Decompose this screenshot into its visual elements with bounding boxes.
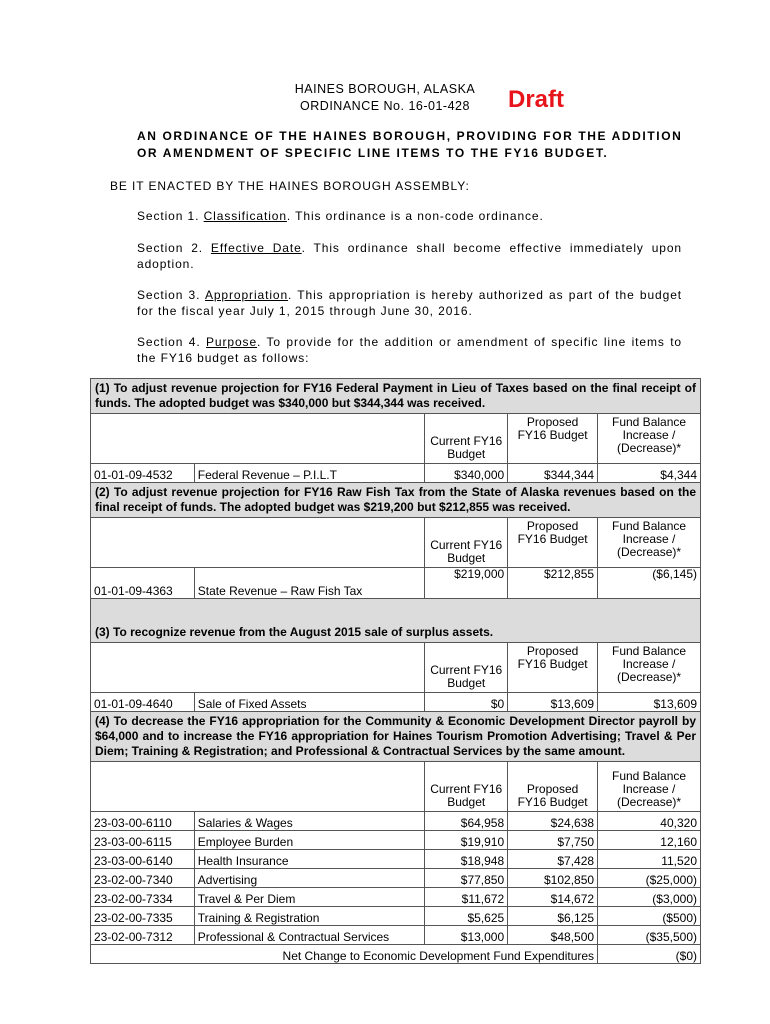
account-code: 01-01-09-4640 — [91, 693, 195, 712]
header — [270, 81, 500, 115]
table-row — [91, 850, 701, 869]
fund-balance-header: Fund Balance Increase / (Decrease)* — [598, 414, 701, 464]
current-budget-header: Current FY16 Budget — [425, 762, 508, 812]
section-num: Section 4. — [137, 335, 201, 349]
fund-balance-change: $13,609 — [598, 693, 701, 712]
current-budget: $11,672 — [425, 888, 508, 907]
net-change-value: ($0) — [598, 945, 701, 964]
empty-header-cell — [91, 518, 425, 568]
proposed-budget-header: Proposed FY16 Budget — [508, 414, 598, 464]
line-item-name: Salaries & Wages — [194, 812, 425, 831]
current-budget: $0 — [425, 693, 508, 712]
line-item-name: Employee Burden — [194, 831, 425, 850]
proposed-budget-header: Proposed FY16 Budget — [508, 643, 598, 693]
section-text: . This appropriation is hereby authorized as part of the budget for the fiscal year July 1, 2015 through June 30, 2016. — [137, 288, 682, 318]
table-row — [91, 869, 701, 888]
empty-header-cell — [91, 414, 425, 464]
line-item-name: Professional & Contractual Services — [194, 926, 425, 945]
table-row — [91, 926, 701, 945]
line-item-name: Travel & Per Diem — [194, 888, 425, 907]
fund-balance-change: 40,320 — [598, 812, 701, 831]
fund-balance-change: 12,160 — [598, 831, 701, 850]
fund-balance-change: ($500) — [598, 907, 701, 926]
current-budget: $77,850 — [425, 869, 508, 888]
fund-balance-change: ($3,000) — [598, 888, 701, 907]
section-4 — [137, 334, 682, 366]
account-code: 23-03-00-6140 — [91, 850, 195, 869]
proposed-budget: $102,850 — [508, 869, 598, 888]
proposed-budget-header: Proposed FY16 Budget — [508, 518, 598, 568]
section-heading: Appropriation — [204, 288, 289, 302]
table-row — [91, 907, 701, 926]
item-description: (2) To adjust revenue projection for FY16 Raw Fish Tax from the State of Alaska revenues based on the final receipt of funds. The adopted budget was $219,200 but $212,855 was received. — [91, 483, 701, 518]
account-code: 23-03-00-6110 — [91, 812, 195, 831]
proposed-budget: $14,672 — [508, 888, 598, 907]
enacted-clause: BE IT ENACTED BY THE HAINES BOROUGH ASSEMBLY: — [110, 179, 470, 193]
section-heading: Classification — [203, 209, 287, 223]
current-budget: $18,948 — [425, 850, 508, 869]
section-heading: Purpose — [206, 335, 258, 349]
fund-balance-change: ($35,500) — [598, 926, 701, 945]
proposed-budget: $344,344 — [508, 464, 598, 483]
account-code: 23-02-00-7334 — [91, 888, 195, 907]
column-header-row — [91, 414, 701, 464]
ordinance-number: ORDINANCE No. 16-01-428 — [300, 99, 470, 113]
proposed-budget: $48,500 — [508, 926, 598, 945]
fund-balance-change: 11,520 — [598, 850, 701, 869]
current-budget: $5,625 — [425, 907, 508, 926]
proposed-budget: $7,750 — [508, 831, 598, 850]
section-1 — [137, 208, 697, 224]
fund-balance-change: ($25,000) — [598, 869, 701, 888]
section-text: . This ordinance is a non-code ordinance. — [286, 209, 544, 223]
proposed-budget: $24,638 — [508, 812, 598, 831]
item-description: (1) To adjust revenue projection for FY16 Federal Payment in Lieu of Taxes based on the final receipt of funds. The adopted budget was $340,000 but $344,344 was received. — [91, 379, 701, 414]
item-description-row — [91, 379, 701, 414]
account-code: 23-02-00-7340 — [91, 869, 195, 888]
section-num: Section 1. — [137, 209, 200, 223]
net-change-row — [91, 945, 701, 964]
section-heading: Effective Date — [210, 241, 302, 255]
account-code: 23-02-00-7312 — [91, 926, 195, 945]
current-budget-header: Current FY16 Budget — [425, 414, 508, 464]
line-item-name: Federal Revenue – P.I.L.T — [194, 464, 425, 483]
account-code: 23-02-00-7335 — [91, 907, 195, 926]
item-description-row — [91, 483, 701, 518]
proposed-budget: $6,125 — [508, 907, 598, 926]
proposed-budget: $212,855 — [508, 568, 598, 599]
account-code: 01-01-09-4532 — [91, 464, 195, 483]
current-budget: $64,958 — [425, 812, 508, 831]
item-description: (3) To recognize revenue from the August 2015 sale of surplus assets. — [91, 599, 701, 643]
current-budget-header: Current FY16 Budget — [425, 643, 508, 693]
fund-balance-change: ($6,145) — [598, 568, 701, 599]
fund-balance-change: $4,344 — [598, 464, 701, 483]
current-budget: $13,000 — [425, 926, 508, 945]
item-description-row — [91, 712, 701, 762]
item-description: (4) To decrease the FY16 appropriation for the Community & Economic Development Director payroll by $64,000 and to increase the FY16 appropriation for Haines Tourism Promotion Advertising; Travel & Per Diem; Training & Registration; and Professional & Contractual Services by the same amount. — [91, 712, 701, 762]
proposed-budget-header: Proposed FY16 Budget — [508, 762, 598, 812]
empty-header-cell — [91, 643, 425, 693]
table-row — [91, 464, 701, 483]
table-row — [91, 831, 701, 850]
line-item-name: Sale of Fixed Assets — [194, 693, 425, 712]
line-item-name: Health Insurance — [194, 850, 425, 869]
current-budget-header: Current FY16 Budget — [425, 518, 508, 568]
section-3 — [137, 287, 682, 319]
line-item-name: Training & Registration — [194, 907, 425, 926]
table-row — [91, 568, 701, 599]
table-row — [91, 888, 701, 907]
line-item-name: Advertising — [194, 869, 425, 888]
table-row — [91, 693, 701, 712]
account-code: 23-03-00-6115 — [91, 831, 195, 850]
line-item-name: State Revenue – Raw Fish Tax — [194, 568, 425, 599]
column-header-row — [91, 762, 701, 812]
column-header-row — [91, 518, 701, 568]
net-change-label: Net Change to Economic Development Fund Expenditures — [91, 945, 598, 964]
current-budget: $219,000 — [425, 568, 508, 599]
proposed-budget: $13,609 — [508, 693, 598, 712]
section-2 — [137, 240, 682, 272]
fund-balance-header: Fund Balance Increase / (Decrease)* — [598, 518, 701, 568]
section-text: . To provide for the addition or amendment of specific line items to the FY16 budget as follows: — [137, 335, 683, 365]
ordinance-title: AN ORDINANCE OF THE HAINES BOROUGH, PROVIDING FOR THE ADDITION OR AMENDMENT OF SPECIFIC LINE ITEMS TO THE FY16 BUDGET. — [137, 129, 683, 160]
empty-header-cell — [91, 762, 425, 812]
section-num: Section 3. — [137, 288, 201, 302]
current-budget: $19,910 — [425, 831, 508, 850]
current-budget: $340,000 — [425, 464, 508, 483]
draft-label: Draft — [508, 86, 565, 113]
column-header-row — [91, 643, 701, 693]
section-text: . This ordinance shall become effective immediately upon adoption. — [137, 241, 682, 271]
borough-name: HAINES BOROUGH, ALASKA — [294, 82, 476, 96]
fund-balance-header: Fund Balance Increase / (Decrease)* — [598, 643, 701, 693]
proposed-budget: $7,428 — [508, 850, 598, 869]
item-description-row — [91, 599, 701, 643]
table-row — [91, 812, 701, 831]
section-num: Section 2. — [137, 241, 204, 255]
budget-table — [90, 378, 701, 964]
account-code: 01-01-09-4363 — [91, 568, 195, 599]
fund-balance-header: Fund Balance Increase / (Decrease)* — [598, 762, 701, 812]
